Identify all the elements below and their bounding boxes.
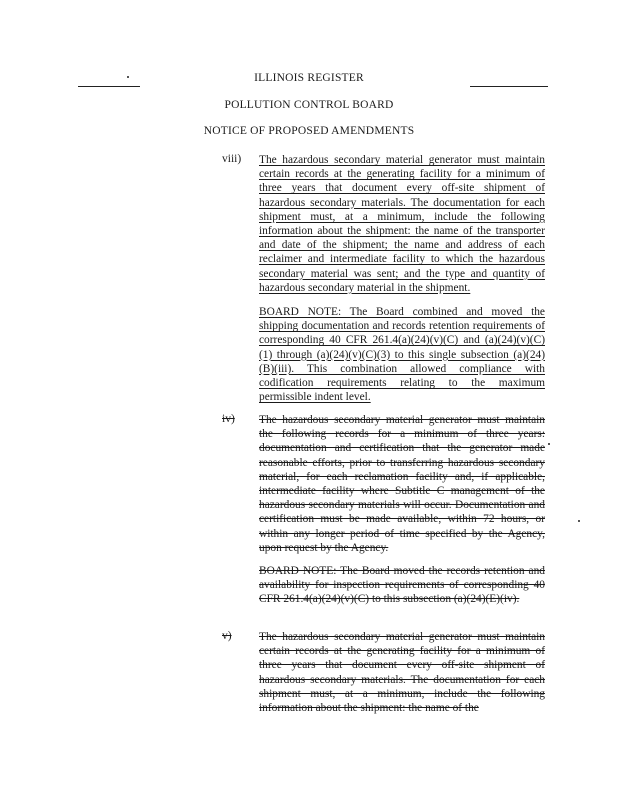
scan-speck bbox=[578, 520, 580, 522]
item-label-iv: iv) bbox=[222, 413, 235, 425]
register-title: ILLINOIS REGISTER bbox=[254, 72, 364, 84]
item-text-iv: The hazardous secondary material generator must maintain the following records for a minimum of three years: documentation and certification that the generator made reasonable efforts, prior to transferring hazardous secondary material, for each reclamation facility and, if applicable, intermediate facility where Subtitle C management of the hazardous secondary materials will occur. Documentation and certification must be made available, within 72 hours, or within any longer period of time specified by the Agency, upon request by the Agency. bbox=[259, 414, 545, 554]
item-label-v: v) bbox=[222, 630, 232, 642]
header-rule-left bbox=[78, 86, 140, 87]
item-text-v: The hazardous secondary material generator must maintain certain records at the generating facility for a minimum of three years that document every off-site shipment of hazardous secondary materials. The documentation for each shipment must, at a minimum, include the following information about the shipment: the name of the bbox=[259, 631, 545, 715]
scan-speck bbox=[127, 76, 129, 78]
item-label-viii: viii) bbox=[222, 153, 242, 165]
item-text-viii: The hazardous secondary material generator must maintain certain records at the generating facility for a minimum of three years that document every off-site shipment of hazardous secondary materials. The documentation for each shipment must, at a minimum, include the following information about the shipment: the name of the transporter and date of the shipment; the name and address of each reclaimer and intermediate facility to which the hazardous secondary material was sent; and the type and quantity of hazardous secondary material in the shipment. bbox=[259, 154, 545, 294]
board-note-viii: BOARD NOTE: The Board combined and moved the shipping documentation and records retention requirements of corresponding 40 CFR 261.4(a)(24)(v)(C) and (a)(24)(v)(C)(1) through (a)(24)(v)(C)(3) to this single subsection (a)(24)(B)(iii). This combination allowed compliance with codification requirements relating to the maximum permissible indent level. bbox=[259, 306, 545, 404]
notice-title: NOTICE OF PROPOSED AMENDMENTS bbox=[203, 125, 415, 137]
board-title: POLLUTION CONTROL BOARD bbox=[224, 99, 394, 111]
board-note-iv: BOARD NOTE: The Board moved the records retention and availability for inspection requirements of corresponding 40 CFR 261.4(a)(24)(v)(C) to this subsection (a)(24)(E)(iv). bbox=[259, 565, 545, 606]
scan-speck bbox=[548, 443, 550, 445]
header-rule-right bbox=[470, 86, 548, 87]
